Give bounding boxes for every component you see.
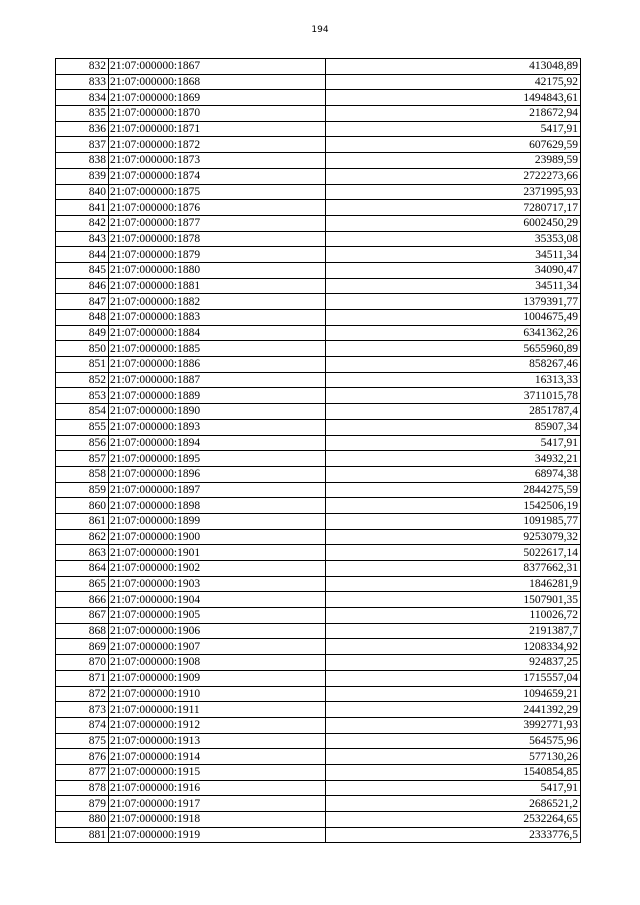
table-row: [56, 670, 581, 686]
cadastral-value-cell: 7280717,17: [326, 200, 581, 216]
cadastral-number-cell: 21:07:000000:1869: [109, 90, 326, 106]
row-number-cell: 841: [56, 200, 109, 216]
cadastral-value-cell: 1846281,9: [326, 576, 581, 592]
cadastral-value-cell: 2371995,93: [326, 184, 581, 200]
cadastral-number-cell: 21:07:000000:1882: [109, 294, 326, 310]
cadastral-value-cell: 1379391,77: [326, 294, 581, 310]
table-row: [56, 592, 581, 608]
cadastral-number-cell: 21:07:000000:1909: [109, 670, 326, 686]
table-row: [56, 106, 581, 122]
cadastral-number-cell: 21:07:000000:1897: [109, 482, 326, 498]
table-row: [56, 388, 581, 404]
row-number-cell: 873: [56, 702, 109, 718]
table-row: [56, 749, 581, 765]
table-row: [56, 717, 581, 733]
row-number-cell: 842: [56, 215, 109, 231]
page-number: 194: [311, 25, 329, 35]
cadastral-number-cell: 21:07:000000:1871: [109, 121, 326, 137]
cadastral-value-cell: 2722273,66: [326, 168, 581, 184]
table-row: [56, 294, 581, 310]
row-number-cell: 850: [56, 341, 109, 357]
cadastral-value-cell: 34511,34: [326, 247, 581, 263]
cadastral-number-cell: 21:07:000000:1886: [109, 357, 326, 373]
cadastral-number-cell: 21:07:000000:1867: [109, 59, 326, 75]
cadastral-number-cell: 21:07:000000:1895: [109, 451, 326, 467]
row-number-cell: 869: [56, 639, 109, 655]
row-number-cell: 858: [56, 466, 109, 482]
table-row: [56, 74, 581, 90]
table-row: [56, 90, 581, 106]
cadastral-number-cell: 21:07:000000:1885: [109, 341, 326, 357]
cadastral-value-cell: 2844275,59: [326, 482, 581, 498]
table-row: [56, 796, 581, 812]
table-row: [56, 153, 581, 169]
row-number-cell: 855: [56, 419, 109, 435]
cadastral-number-cell: 21:07:000000:1877: [109, 215, 326, 231]
table-row: [56, 404, 581, 420]
cadastral-value-cell: 577130,26: [326, 749, 581, 765]
cadastral-number-cell: 21:07:000000:1905: [109, 608, 326, 624]
cadastral-value-cell: 1507901,35: [326, 592, 581, 608]
cadastral-number-cell: 21:07:000000:1870: [109, 106, 326, 122]
table-row: [56, 545, 581, 561]
table-row: [56, 121, 581, 137]
table-body: [56, 59, 581, 843]
table-row: [56, 686, 581, 702]
table-row: [56, 325, 581, 341]
cadastral-value-cell: 1715557,04: [326, 670, 581, 686]
row-number-cell: 847: [56, 294, 109, 310]
row-number-cell: 840: [56, 184, 109, 200]
cadastral-value-cell: 110026,72: [326, 608, 581, 624]
cadastral-value-cell: 3711015,78: [326, 388, 581, 404]
cadastral-value-cell: 5417,91: [326, 121, 581, 137]
cadastral-value-cell: 218672,94: [326, 106, 581, 122]
cadastral-value-cell: 5022617,14: [326, 545, 581, 561]
table-row: [56, 419, 581, 435]
cadastral-number-cell: 21:07:000000:1915: [109, 764, 326, 780]
cadastral-value-cell: 2532264,65: [326, 812, 581, 828]
row-number-cell: 834: [56, 90, 109, 106]
cadastral-number-cell: 21:07:000000:1904: [109, 592, 326, 608]
row-number-cell: 862: [56, 529, 109, 545]
cadastral-value-cell: 8377662,31: [326, 561, 581, 577]
table-row: [56, 608, 581, 624]
cadastral-value-cell: 1094659,21: [326, 686, 581, 702]
table-row: [56, 184, 581, 200]
row-number-cell: 838: [56, 153, 109, 169]
row-number-cell: 872: [56, 686, 109, 702]
cadastral-number-cell: 21:07:000000:1916: [109, 780, 326, 796]
row-number-cell: 880: [56, 812, 109, 828]
row-number-cell: 832: [56, 59, 109, 75]
cadastral-number-cell: 21:07:000000:1879: [109, 247, 326, 263]
row-number-cell: 843: [56, 231, 109, 247]
cadastral-number-cell: 21:07:000000:1902: [109, 561, 326, 577]
cadastral-number-cell: 21:07:000000:1896: [109, 466, 326, 482]
cadastral-value-cell: 85907,34: [326, 419, 581, 435]
row-number-cell: 852: [56, 372, 109, 388]
cadastral-number-cell: 21:07:000000:1878: [109, 231, 326, 247]
row-number-cell: 836: [56, 121, 109, 137]
cadastral-number-cell: 21:07:000000:1884: [109, 325, 326, 341]
cadastral-number-cell: 21:07:000000:1912: [109, 717, 326, 733]
cadastral-value-cell: 5655960,89: [326, 341, 581, 357]
row-number-cell: 857: [56, 451, 109, 467]
cadastral-value-cell: 1540854,85: [326, 764, 581, 780]
table-row: [56, 372, 581, 388]
cadastral-value-cell: 2851787,4: [326, 404, 581, 420]
cadastral-value-cell: 1208334,92: [326, 639, 581, 655]
table-row: [56, 827, 581, 843]
cadastral-number-cell: 21:07:000000:1873: [109, 153, 326, 169]
row-number-cell: 848: [56, 310, 109, 326]
cadastral-value-cell: 564575,96: [326, 733, 581, 749]
cadastral-number-cell: 21:07:000000:1913: [109, 733, 326, 749]
cadastral-number-cell: 21:07:000000:1918: [109, 812, 326, 828]
table-row: [56, 733, 581, 749]
cadastral-value-cell: 607629,59: [326, 137, 581, 153]
table-row: [56, 231, 581, 247]
row-number-cell: 877: [56, 764, 109, 780]
cadastral-number-cell: 21:07:000000:1901: [109, 545, 326, 561]
cadastral-number-cell: 21:07:000000:1872: [109, 137, 326, 153]
cadastral-number-cell: 21:07:000000:1908: [109, 655, 326, 671]
table-row: [56, 215, 581, 231]
row-number-cell: 878: [56, 780, 109, 796]
table-row: [56, 341, 581, 357]
row-number-cell: 876: [56, 749, 109, 765]
table-row: [56, 702, 581, 718]
cadastral-number-cell: 21:07:000000:1887: [109, 372, 326, 388]
cadastral-value-cell: 6341362,26: [326, 325, 581, 341]
table-row: [56, 639, 581, 655]
cadastral-number-cell: 21:07:000000:1914: [109, 749, 326, 765]
cadastral-value-cell: 924837,25: [326, 655, 581, 671]
table-row: [56, 137, 581, 153]
cadastral-number-cell: 21:07:000000:1868: [109, 74, 326, 90]
table-row: [56, 466, 581, 482]
table-row: [56, 764, 581, 780]
row-number-cell: 871: [56, 670, 109, 686]
cadastral-number-cell: 21:07:000000:1917: [109, 796, 326, 812]
cadastral-number-cell: 21:07:000000:1907: [109, 639, 326, 655]
row-number-cell: 835: [56, 106, 109, 122]
row-number-cell: 859: [56, 482, 109, 498]
cadastral-value-cell: 1091985,77: [326, 513, 581, 529]
cadastral-number-cell: 21:07:000000:1906: [109, 623, 326, 639]
row-number-cell: 837: [56, 137, 109, 153]
table-row: [56, 655, 581, 671]
cadastral-value-cell: 5417,91: [326, 435, 581, 451]
row-number-cell: 870: [56, 655, 109, 671]
row-number-cell: 879: [56, 796, 109, 812]
row-number-cell: 875: [56, 733, 109, 749]
cadastral-value-cell: 34090,47: [326, 262, 581, 278]
table-row: [56, 482, 581, 498]
row-number-cell: 839: [56, 168, 109, 184]
row-number-cell: 844: [56, 247, 109, 263]
cadastral-value-cell: 34932,21: [326, 451, 581, 467]
row-number-cell: 874: [56, 717, 109, 733]
row-number-cell: 881: [56, 827, 109, 843]
cadastral-number-cell: 21:07:000000:1890: [109, 404, 326, 420]
row-number-cell: 867: [56, 608, 109, 624]
row-number-cell: 845: [56, 262, 109, 278]
cadastral-number-cell: 21:07:000000:1881: [109, 278, 326, 294]
row-number-cell: 861: [56, 513, 109, 529]
cadastral-number-cell: 21:07:000000:1911: [109, 702, 326, 718]
row-number-cell: 853: [56, 388, 109, 404]
table-row: [56, 310, 581, 326]
cadastral-value-cell: 2333776,5: [326, 827, 581, 843]
row-number-cell: 849: [56, 325, 109, 341]
cadastral-number-cell: 21:07:000000:1919: [109, 827, 326, 843]
cadastral-value-cell: 68974,38: [326, 466, 581, 482]
cadastral-value-cell: 42175,92: [326, 74, 581, 90]
row-number-cell: 868: [56, 623, 109, 639]
row-number-cell: 864: [56, 561, 109, 577]
cadastral-value-cell: 2441392,29: [326, 702, 581, 718]
table-row: [56, 200, 581, 216]
cadastral-number-cell: 21:07:000000:1875: [109, 184, 326, 200]
row-number-cell: 856: [56, 435, 109, 451]
cadastral-value-cell: 3992771,93: [326, 717, 581, 733]
table-row: [56, 59, 581, 75]
table-row: [56, 357, 581, 373]
cadastral-value-cell: 2191387,7: [326, 623, 581, 639]
cadastral-value-cell: 1542506,19: [326, 498, 581, 514]
row-number-cell: 854: [56, 404, 109, 420]
cadastral-number-cell: 21:07:000000:1900: [109, 529, 326, 545]
cadastral-number-cell: 21:07:000000:1874: [109, 168, 326, 184]
table-row: [56, 247, 581, 263]
cadastral-value-cell: 2686521,2: [326, 796, 581, 812]
cadastral-value-cell: 1004675,49: [326, 310, 581, 326]
table-row: [56, 451, 581, 467]
cadastral-number-cell: 21:07:000000:1898: [109, 498, 326, 514]
table-row: [56, 262, 581, 278]
table-row: [56, 435, 581, 451]
table-row: [56, 513, 581, 529]
table-row: [56, 529, 581, 545]
cadastral-number-cell: 21:07:000000:1876: [109, 200, 326, 216]
cadastral-number-cell: 21:07:000000:1889: [109, 388, 326, 404]
cadastral-number-cell: 21:07:000000:1894: [109, 435, 326, 451]
cadastral-value-cell: 6002450,29: [326, 215, 581, 231]
table-row: [56, 168, 581, 184]
cadastral-value-cell: 9253079,32: [326, 529, 581, 545]
cadastral-number-cell: 21:07:000000:1903: [109, 576, 326, 592]
cadastral-number-cell: 21:07:000000:1893: [109, 419, 326, 435]
cadastral-value-cell: 858267,46: [326, 357, 581, 373]
cadastral-value-cell: 23989,59: [326, 153, 581, 169]
table-row: [56, 576, 581, 592]
row-number-cell: 833: [56, 74, 109, 90]
row-number-cell: 866: [56, 592, 109, 608]
cadastral-number-cell: 21:07:000000:1883: [109, 310, 326, 326]
table-row: [56, 812, 581, 828]
table-row: [56, 561, 581, 577]
cadastral-number-cell: 21:07:000000:1899: [109, 513, 326, 529]
cadastral-number-cell: 21:07:000000:1910: [109, 686, 326, 702]
cadastral-value-cell: 34511,34: [326, 278, 581, 294]
row-number-cell: 846: [56, 278, 109, 294]
cadastral-value-cell: 1494843,61: [326, 90, 581, 106]
cadastral-number-cell: 21:07:000000:1880: [109, 262, 326, 278]
cadastral-value-cell: 16313,33: [326, 372, 581, 388]
cadastral-value-cell: 413048,89: [326, 59, 581, 75]
table-row: [56, 278, 581, 294]
cadastral-value-table: [55, 58, 581, 843]
row-number-cell: 863: [56, 545, 109, 561]
table-row: [56, 780, 581, 796]
table-row: [56, 623, 581, 639]
cadastral-value-cell: 35353,08: [326, 231, 581, 247]
row-number-cell: 851: [56, 357, 109, 373]
cadastral-value-cell: 5417,91: [326, 780, 581, 796]
row-number-cell: 860: [56, 498, 109, 514]
row-number-cell: 865: [56, 576, 109, 592]
table-row: [56, 498, 581, 514]
